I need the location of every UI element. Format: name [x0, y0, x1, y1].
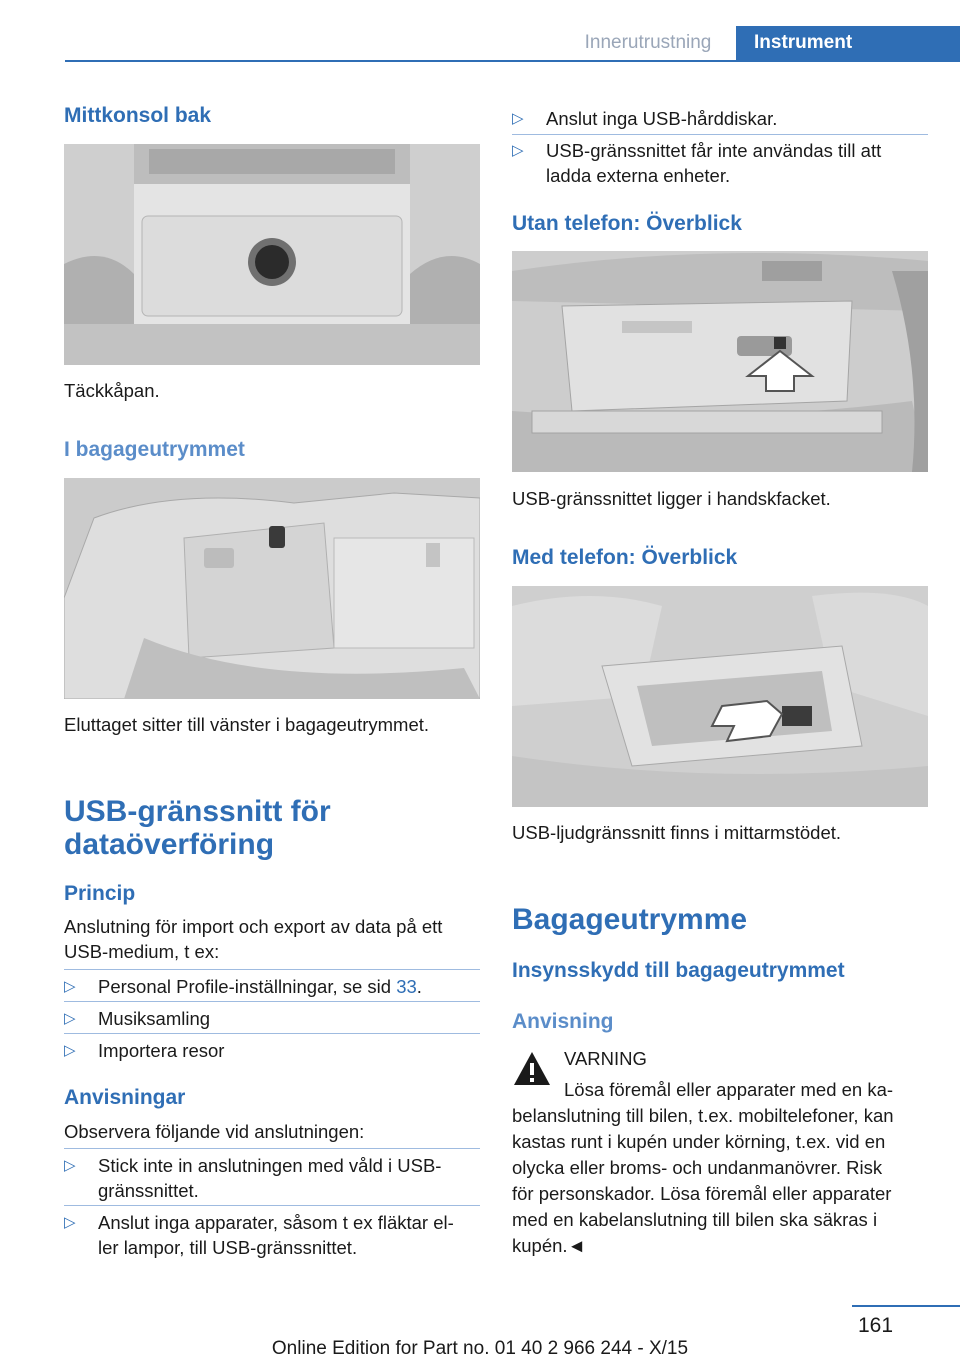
- header-rule: [65, 60, 960, 62]
- warning-title: VARNING: [564, 1048, 647, 1069]
- principle-line2: USB-medium, t ex:: [64, 941, 220, 962]
- page-link-33[interactable]: 33: [396, 976, 417, 997]
- triangle-bullet-icon: ▷: [64, 1010, 76, 1027]
- list-item: [64, 1006, 480, 1031]
- heading-principle: Princip: [64, 882, 136, 905]
- page-header: [0, 0, 960, 62]
- principle-line1: Anslutning för import och export av data på ett: [64, 916, 443, 937]
- warning-line: kupén.◄: [512, 1235, 586, 1256]
- heading-without-phone: Utan telefon: Överblick: [512, 212, 742, 235]
- list-item-text: Musiksamling: [98, 1008, 211, 1029]
- heading-usb-line1: USB-gränssnitt för: [64, 795, 331, 828]
- caption-glovebox: USB-gränssnittet ligger i handskfacket.: [512, 488, 831, 509]
- list-item: [512, 106, 928, 131]
- figure-glovebox: [512, 251, 928, 472]
- caption-cover: Täckkåpan.: [64, 380, 160, 401]
- triangle-bullet-icon: ▷: [64, 1157, 76, 1174]
- warning-line: med en kabelanslutning till bilen ska säkras i: [512, 1209, 878, 1230]
- list-item-line1: Anslut inga apparater, såsom t ex fläktar el-: [98, 1212, 454, 1233]
- warning-line: Lösa föremål eller apparater med en ka-: [564, 1079, 894, 1100]
- divider: [512, 134, 928, 135]
- glovebox-illustration: [512, 251, 928, 472]
- list-item: [64, 1153, 480, 1203]
- list-item: [64, 974, 480, 999]
- warning-line: belanslutning till bilen, t.ex. mobiltelefoner, kan: [512, 1105, 894, 1126]
- warning-line: kastas runt i kupén under körning, t.ex. vid en: [512, 1131, 886, 1152]
- triangle-bullet-icon: ▷: [64, 978, 76, 995]
- luggage-illustration: [64, 478, 480, 699]
- footer-rule: [852, 1305, 960, 1307]
- heading-notes: Anvisningar: [64, 1086, 186, 1109]
- divider: [64, 1205, 480, 1206]
- triangle-bullet-icon: ▷: [512, 142, 524, 159]
- warning-line: olycka eller broms- och undanmanövrer. Risk: [512, 1157, 883, 1178]
- heading-rear-console: Mittkonsol bak: [64, 104, 212, 127]
- divider: [64, 1001, 480, 1002]
- heading-usb-line2: dataöverföring: [64, 828, 275, 861]
- list-item-text: Importera resor: [98, 1040, 225, 1061]
- list-item-line1: Stick inte in anslutningen med våld i USB-: [98, 1155, 442, 1176]
- list-item: [512, 138, 928, 188]
- section-tab: Innerutrustning: [584, 32, 712, 53]
- list-item-line2: gränssnittet.: [98, 1180, 199, 1201]
- warning-line: för personskador. Lösa föremål eller apparater: [512, 1183, 892, 1204]
- list-item-suffix: .: [416, 976, 422, 997]
- edition-footer: Online Edition for Part no. 01 40 2 966 244 - X/15: [271, 1338, 689, 1359]
- triangle-bullet-icon: ▷: [64, 1042, 76, 1059]
- list-item: [64, 1038, 480, 1063]
- heading-trunk: Bagageutrymme: [512, 903, 748, 936]
- heading-note: Anvisning: [512, 1010, 614, 1033]
- list-item-line2: ladda externa enheter.: [546, 165, 731, 186]
- divider: [64, 1148, 480, 1149]
- warning-triangle-icon: [512, 1049, 552, 1089]
- list-item: [64, 1210, 480, 1260]
- triangle-bullet-icon: ▷: [64, 1214, 76, 1231]
- list-item-text: Personal Profile-inställningar, se sid: [98, 976, 397, 997]
- armrest-illustration: [512, 586, 928, 807]
- triangle-bullet-icon: ▷: [512, 110, 524, 127]
- heading-usb: [64, 795, 331, 861]
- list-item-line2: ler lampor, till USB-gränssnittet.: [98, 1237, 358, 1258]
- figure-armrest: [512, 586, 928, 807]
- page-number: 161: [858, 1314, 894, 1337]
- heading-with-phone: Med telefon: Överblick: [512, 546, 738, 569]
- divider: [64, 1033, 480, 1034]
- caption-armrest: USB-ljudgränssnitt finns i mittarmstödet.: [512, 822, 842, 843]
- chapter-tab: Instrument: [736, 26, 960, 62]
- notes-intro: Observera följande vid anslutningen:: [64, 1121, 365, 1142]
- list-item-text: Anslut inga USB-hårddiskar.: [546, 108, 778, 129]
- caption-outlet: Eluttaget sitter till vänster i bagageutrymmet.: [64, 714, 430, 735]
- heading-privacy: Insynsskydd till bagageutrymmet: [512, 959, 845, 982]
- list-item-line1: USB-gränssnittet får inte användas till att: [546, 140, 882, 161]
- figure-rear-console: [64, 144, 480, 365]
- heading-luggage: I bagageutrymmet: [64, 438, 245, 461]
- divider: [64, 969, 480, 970]
- figure-luggage: [64, 478, 480, 699]
- rear-console-illustration: [64, 144, 480, 365]
